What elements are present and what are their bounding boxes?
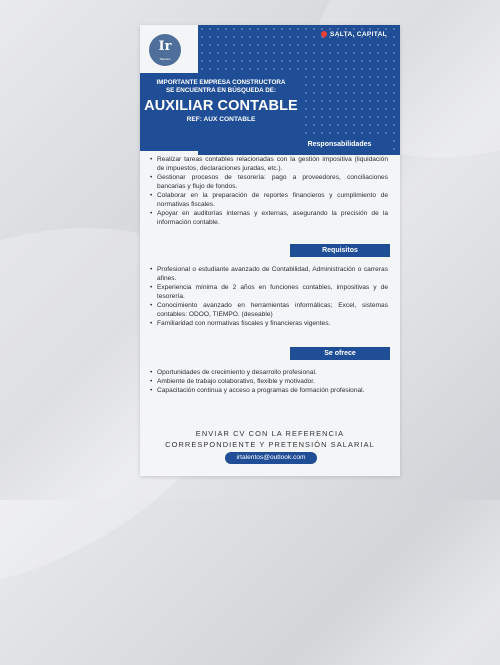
company-line-1: IMPORTANTE EMPRESA CONSTRUCTORA [156, 79, 286, 86]
list-item: • Profesional o estudiante avanzado de Contabilidad, Administración o carreras afines. [150, 265, 388, 283]
logo-subtext: Talentos [159, 57, 171, 61]
call-to-action [140, 429, 400, 450]
se-ofrece-list [150, 368, 388, 395]
company-logo [149, 34, 181, 66]
location-pin-icon [320, 30, 328, 38]
list-item: • Capacitación continua y acceso a programas de formación profesional. [150, 386, 388, 395]
company-description [146, 73, 296, 95]
list-item: • Colaborar en la preparación de reportes financieros y cumplimiento de normativas fiscales. [150, 191, 388, 209]
list-item: • Ambiente de trabajo colaborativo, flexible y motivador. [150, 377, 388, 386]
responsabilidades-list [150, 155, 388, 227]
section-heading-requisitos: Requisitos [290, 244, 390, 257]
list-item: • Conocimiento avanzado en herramientas informáticas; Excel, sistemas contables: ODOO, TIEMPO. (deseable) [150, 301, 388, 319]
logo-area [140, 25, 198, 73]
list-item: • Oportunidades de crecimiento y desarrollo profesional. [150, 368, 388, 377]
list-item: • Familiaridad con normativas fiscales y financieras vigentes. [150, 319, 388, 328]
location-text: SALTA, CAPITAL [330, 31, 387, 38]
cta-line-1: ENVIAR CV CON LA REFERENCIA [195, 429, 345, 438]
cta-line-2: CORRESPONDIENTE Y PRETENSIÓN SALARIAL [165, 439, 375, 449]
list-item: • Experiencia mínima de 2 años en funciones contables, impositivas y de tesorería. [150, 283, 388, 301]
job-poster [140, 25, 400, 476]
list-item: • Apoyar en auditorías internas y externas, asegurando la precisión de la información contable. [150, 209, 388, 227]
list-item: • Realizar tareas contables relacionadas con la gestión impositiva (liquidación de impuestos, declaraciones juradas, etc.). [150, 155, 388, 173]
job-title: AUXILIAR CONTABLE [144, 98, 298, 114]
list-item: • Gestionar procesos de tesorería: pago a proveedores, conciliaciones bancarias y flujo de fondos. [150, 173, 388, 191]
company-line-2: SE ENCUENTRA EN BÚSQUEDA DE: [165, 87, 277, 94]
section-heading-responsabilidades: Responsabilidades [289, 138, 390, 151]
section-heading-se-ofrece: Se ofrece [290, 347, 390, 360]
job-reference: REF: AUX CONTABLE [186, 116, 256, 123]
logo-letters: Ir [158, 39, 172, 54]
email-link[interactable]: irtalentos@outlook.com [225, 452, 317, 464]
location [321, 31, 387, 38]
requisitos-list [150, 265, 388, 328]
title-box [140, 73, 302, 151]
